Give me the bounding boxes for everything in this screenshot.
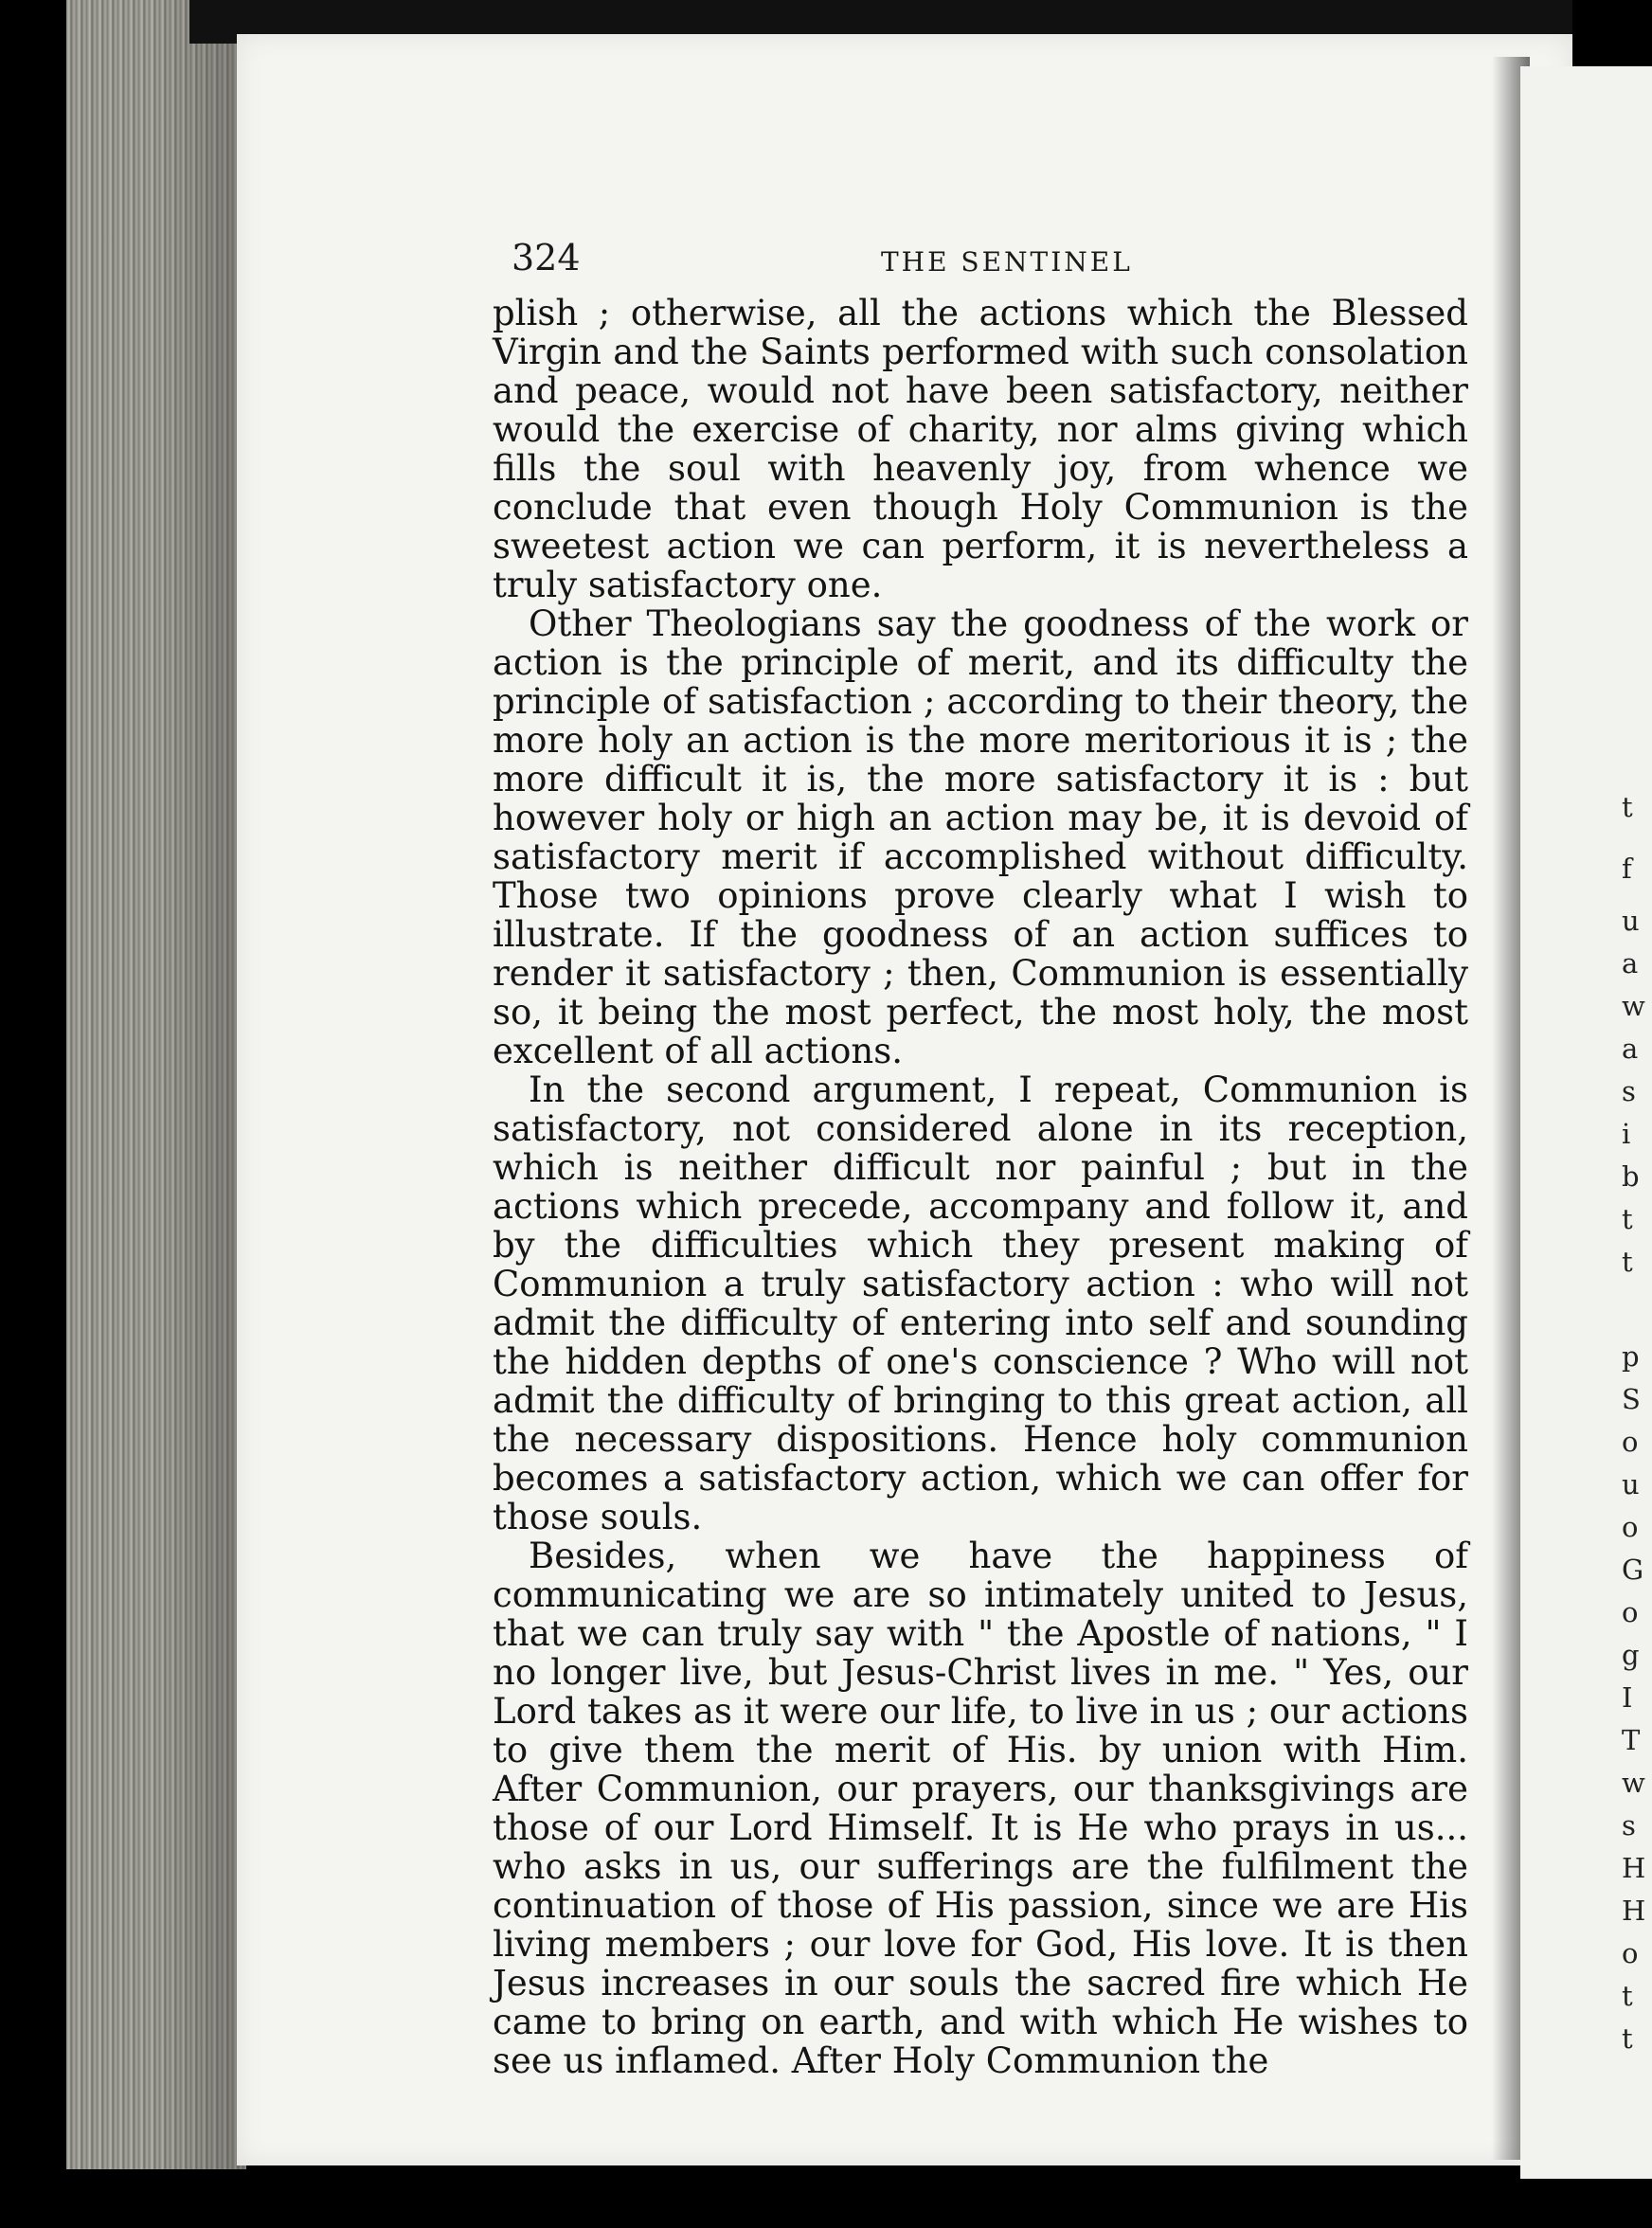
facing-fragment: t <box>1622 2022 1633 2055</box>
facing-fragment: a <box>1622 1033 1639 1065</box>
running-head <box>512 237 1468 284</box>
facing-fragment: w <box>1622 1767 1645 1799</box>
facing-fragment: I <box>1622 1681 1633 1714</box>
facing-fragment: u <box>1622 1468 1640 1500</box>
facing-fragment: o <box>1622 1426 1639 1458</box>
facing-fragment: s <box>1622 1809 1636 1842</box>
facing-fragment: G <box>1622 1554 1644 1586</box>
paragraph: plish ; otherwise, all the actions which the Blessed Virgin and the Saints performed with such consolation and peace, would not have been satisfactory, neither would the exercise of charity, nor alms giving which fills the soul with heavenly joy, from whence we conclude that even though Holy Communion is the sweetest action we can perform, it is nevertheless a truly satisfactory one. <box>493 293 1468 605</box>
facing-fragment: t <box>1622 1980 1633 2012</box>
page-edges-shadow <box>152 0 246 2169</box>
facing-fragment: w <box>1622 990 1645 1022</box>
running-title: THE SENTINEL <box>881 246 1133 278</box>
facing-fragment: t <box>1622 1246 1633 1278</box>
facing-fragment: T <box>1622 1724 1641 1756</box>
facing-fragment: f <box>1622 853 1632 885</box>
facing-fragment: H <box>1622 1852 1646 1884</box>
facing-fragment: i <box>1622 1118 1631 1150</box>
facing-page-text-fragments <box>1622 0 1652 2228</box>
facing-fragment: o <box>1622 1511 1639 1543</box>
page-number: 324 <box>512 237 581 278</box>
body-text <box>493 294 1468 2080</box>
facing-fragment: t <box>1622 1203 1633 1235</box>
facing-fragment: a <box>1622 947 1639 979</box>
facing-fragment: H <box>1622 1895 1646 1927</box>
facing-fragment: s <box>1622 1075 1636 1107</box>
facing-fragment: o <box>1622 1596 1639 1628</box>
paragraph: Besides, when we have the happiness of communicating we are so intimately united to Jesus, that we can truly say with " the Apostle of nations, " I no longer live, but Jesus-Christ lives in me. " Yes, our Lord takes as it were our life, to live in us ; our actions to give them the merit of His. by union with Him. After Communion, our prayers, our thanksgivings are those of our Lord Himself. It is He who prays in us... who asks in us, our sufferings are the fulfilment the continuation of those of His passion, since we are His living members ; our love for God, His love. It is then Jesus increases in our souls the sacred fire which He came to bring on earth, and with which He wishes to see us inflamed. After Holy Communion the <box>493 1536 1468 2081</box>
facing-fragment: p <box>1622 1340 1640 1373</box>
facing-fragment: u <box>1622 905 1640 937</box>
facing-fragment: b <box>1622 1160 1640 1193</box>
facing-fragment: S <box>1622 1383 1641 1415</box>
paragraph: In the second argument, I repeat, Communion is satisfactory, not considered alone in its reception, which is neither difficult nor painful ; but in the actions which precede, accompany and follow it, and by the difficulties which they present making of Communion a truly satisfactory action : who will not admit the difficulty of entering into self and sounding the hidden depths of one's conscience ? Who will not admit the difficulty of bringing to this great action, all the necessary dispositions. Hence holy communion becomes a satisfactory action, which we can offer for those souls. <box>493 1069 1468 1537</box>
facing-fragment: g <box>1622 1639 1640 1671</box>
paragraph: Other Theologians say the goodness of the work or action is the principle of merit, and its difficulty the principle of satisfaction ; according to their theory, the more holy an action is the more meritorious it is ; the more difficult it is, the more satisfactory it is : but however holy or high an action may be, it is devoid of satisfactory merit if accomplished without difficulty. Those two opinions prove clearly what I wish to illustrate. If the goodness of an action suffices to render it satisfactory ; then, Communion is essentially so, it being the most perfect, the most holy, the most excellent of all actions. <box>493 603 1468 1071</box>
facing-fragment: t <box>1622 791 1633 823</box>
facing-fragment: o <box>1622 1937 1639 1969</box>
